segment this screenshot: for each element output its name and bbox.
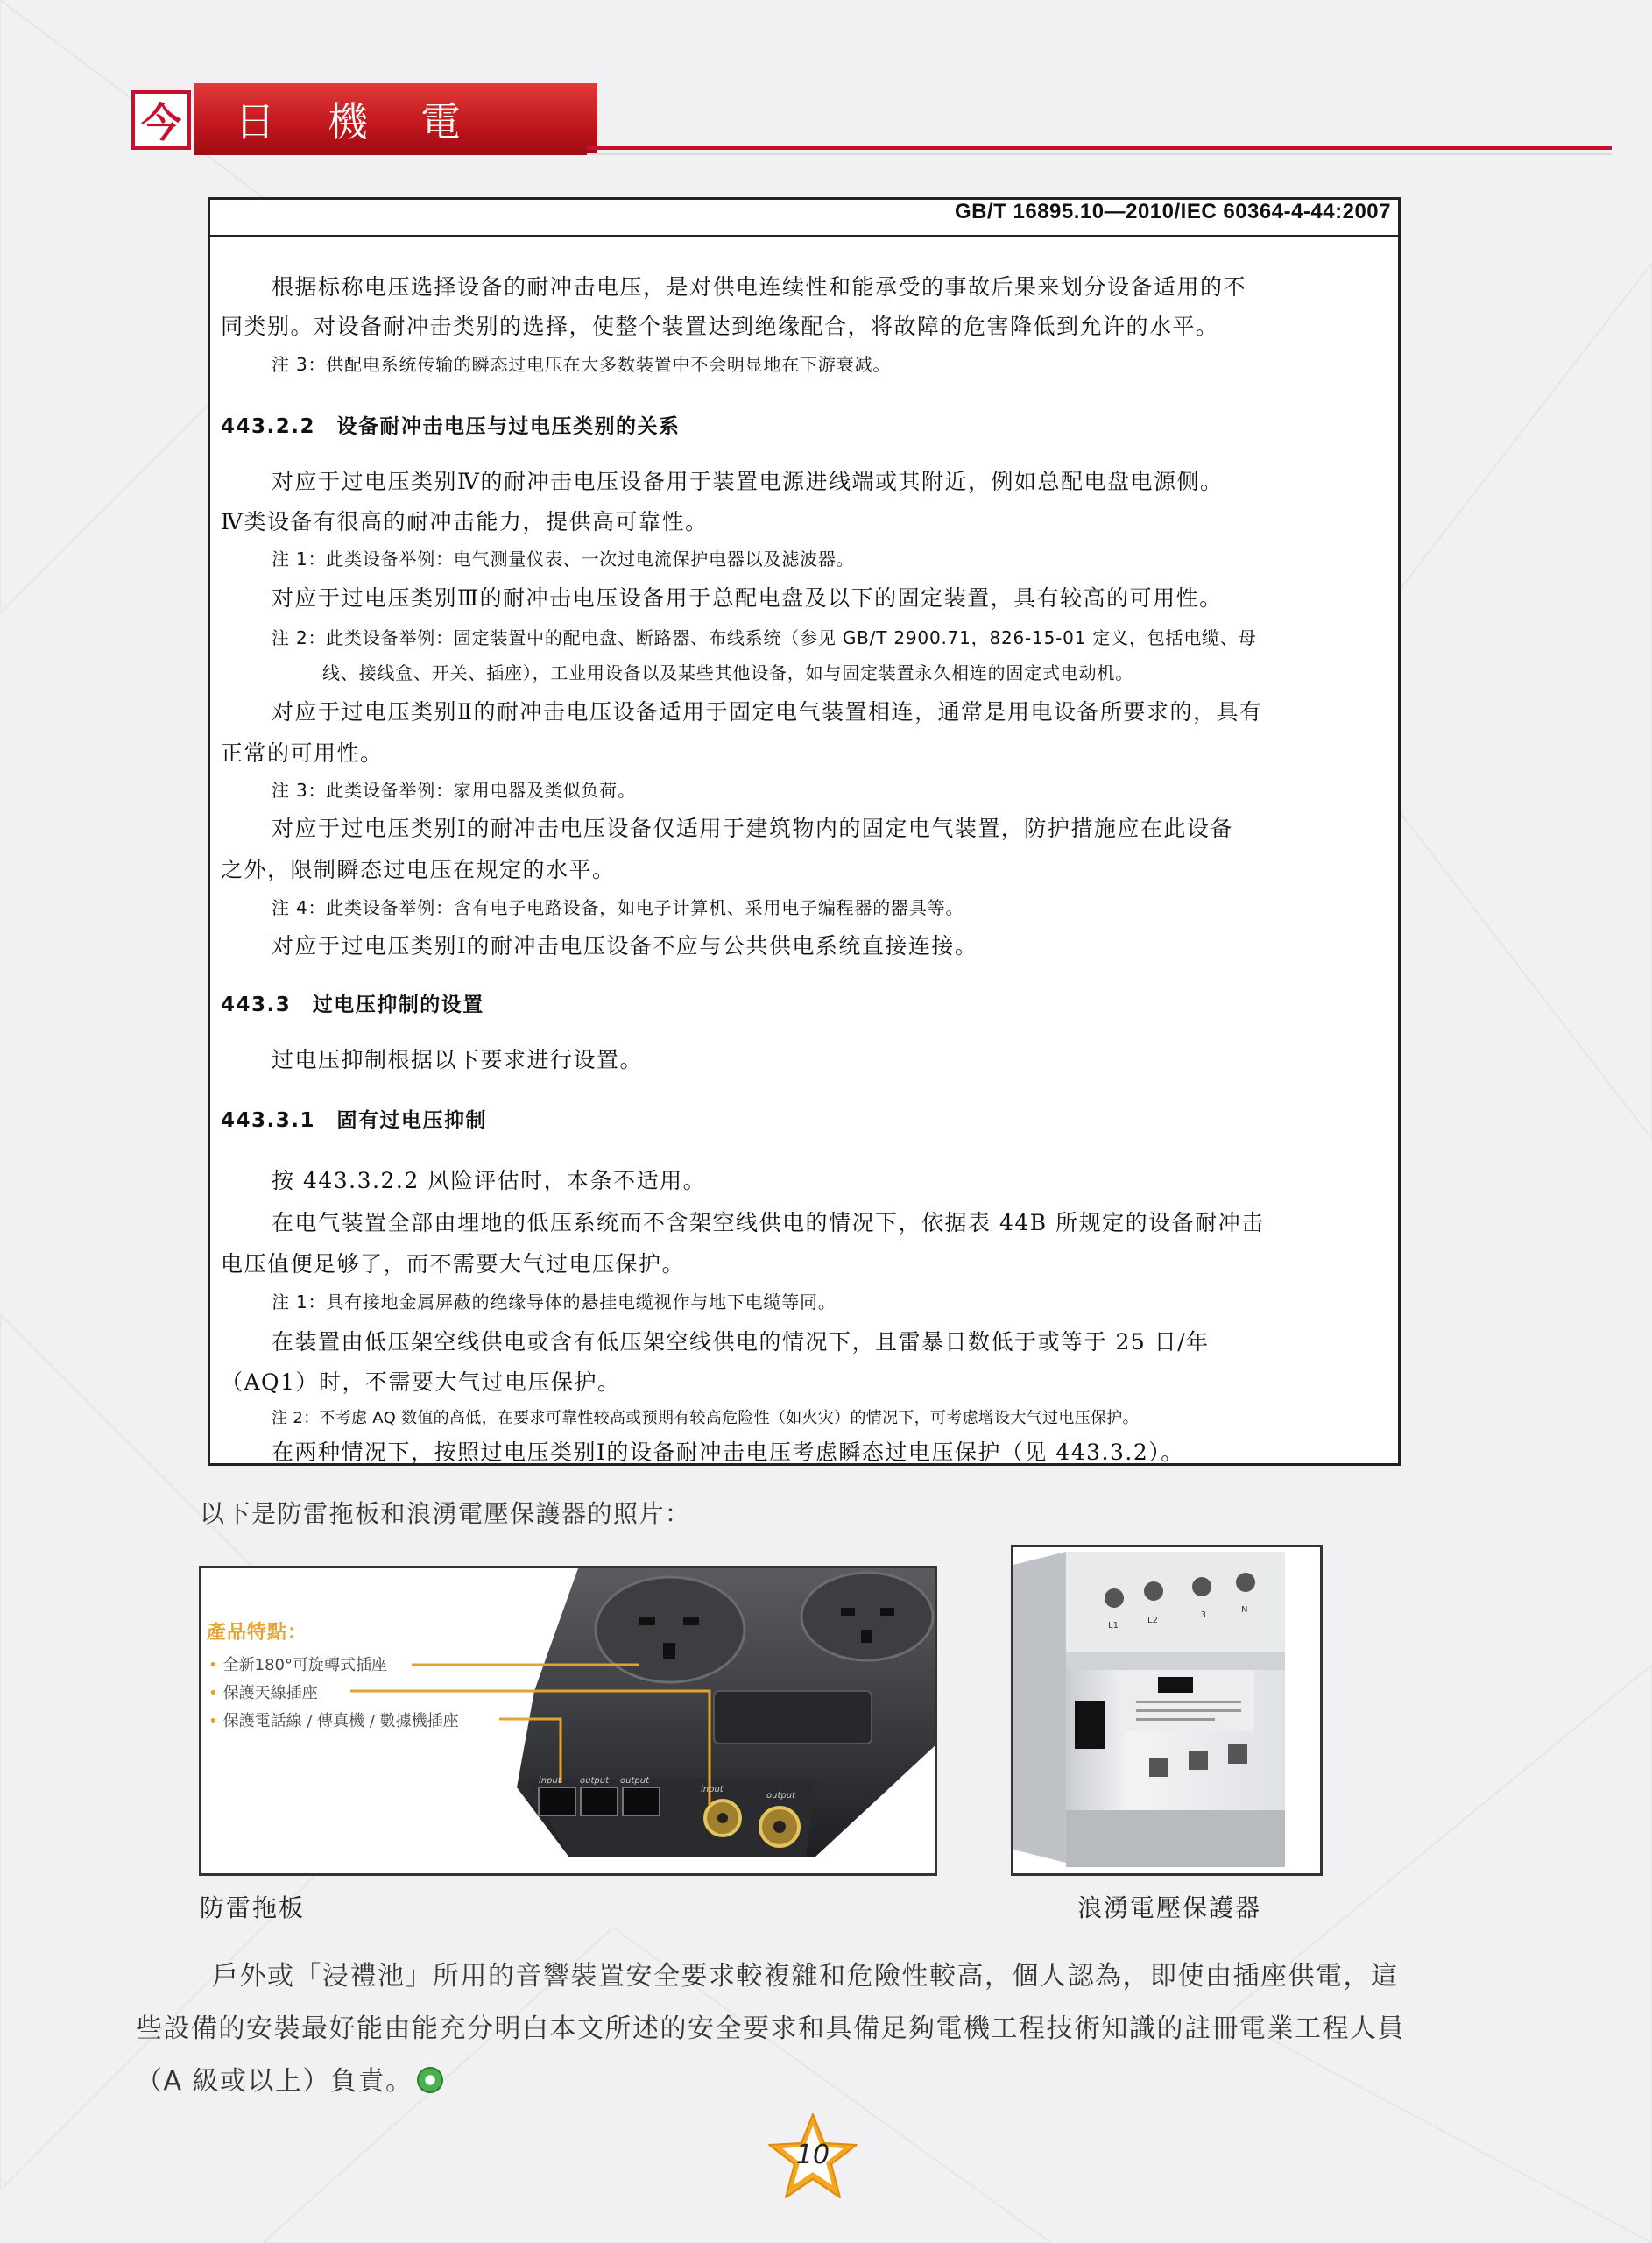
std-section-heading: 443.3.1 固有过电压抑制 xyxy=(221,1109,487,1132)
paragraph-line: （A 級或以上）負責。 xyxy=(136,2066,413,2097)
feature-label: 保護天線插座 xyxy=(222,1684,318,1702)
logo-mark: 今 xyxy=(131,90,191,150)
terminal-label: N xyxy=(1241,1605,1248,1615)
port-label: output xyxy=(580,1776,609,1786)
std-note: 注 3：供配电系统传输的瞬态过电压在大多数装置中不会明显地在下游衰减。 xyxy=(272,354,892,375)
std-note: 注 3：此类设备举例：家用电器及类似负荷。 xyxy=(272,780,636,801)
std-line: 对应于过电压类别Ⅱ的耐冲击电压设备适用于固定电气装置相连，通常是用电设备所要求的，具有 xyxy=(272,699,1263,725)
std-line: 对应于过电压类别Ⅳ的耐冲击电压设备用于装置电源进线端或其附近，例如总配电盘电源侧。 xyxy=(272,469,1224,494)
paragraph-line: 些設備的安裝最好能由能充分明白本文所述的安全要求和具備足夠電機工程技術知識的註冊電業工程人員 xyxy=(136,2013,1405,2044)
terminal-label: L1 xyxy=(1108,1621,1119,1631)
power-strip-photo xyxy=(199,1566,937,1876)
feature-label: 全新180°可旋轉式插座 xyxy=(222,1656,387,1674)
feature-item: • 全新180°可旋轉式插座 xyxy=(208,1656,387,1674)
page-number: 10 xyxy=(795,2140,830,2170)
std-note: 注 2：此类设备举例：固定装置中的配电盘、断路器、布线系统（参见 GB/T 2900.71，826-15-01 定义，包括电缆、母 xyxy=(272,627,1257,648)
terminal-label: L3 xyxy=(1196,1610,1206,1620)
port-label: output xyxy=(620,1776,649,1786)
feature-label: 保護電話線 / 傳真機 / 數據機插座 xyxy=(222,1712,459,1730)
magazine-header xyxy=(131,83,1612,162)
surge-protector-illustration xyxy=(1013,1547,1322,1875)
std-line: 正常的可用性。 xyxy=(221,740,384,766)
std-line: （AQ1）时，不需要大气过电压保护。 xyxy=(221,1369,621,1395)
std-line: 电压值便足够了，而不需要大气过电压保护。 xyxy=(221,1251,686,1277)
std-note: 注 1：此类设备举例：电气测量仪表、一次过电流保护电器以及滤波器。 xyxy=(272,548,855,570)
std-note: 注 2：不考虑 AQ 数值的高低，在要求可靠性较高或预期有较高危险性（如火灾）的情况下，可考虑增设大气过电压保护。 xyxy=(272,1409,1139,1427)
std-note: 注 1：具有接地金属屏蔽的绝缘导体的悬挂电缆视作与地下电缆等同。 xyxy=(272,1291,837,1313)
std-line: 过电压抑制根据以下要求进行设置。 xyxy=(272,1047,644,1072)
std-line: 在装置由低压架空线供电或含有低压架空线供电的情况下，且雷暴日数低于或等于 25 日/年 xyxy=(272,1329,1210,1355)
std-line: 根据标称电压选择设备的耐冲击电压，是对供电连续性和能承受的事故后果来划分设备适用的不 xyxy=(272,274,1247,300)
paragraph-end xyxy=(136,2059,1485,2098)
std-line: 在电气装置全部由埋地的低压系统而不含架空线供电的情况下，依据表 44B 所规定的设备耐冲击 xyxy=(272,1210,1265,1235)
surge-protector-caption: 浪湧電壓保護器 xyxy=(1077,1893,1262,1922)
page-number-badge xyxy=(765,2110,861,2206)
standard-reference: GB/T 16895.10—2010/IEC 60364-4-44:2007 xyxy=(955,200,1391,223)
std-note: 线、接线盒、开关、插座），工业用设备以及某些其他设备，如与固定装置永久相连的固定式电动机。 xyxy=(322,662,1133,683)
header-rule xyxy=(587,146,1612,150)
std-line: 按 443.3.2.2 风险评估时，本条不适用。 xyxy=(272,1168,707,1193)
feature-item: • 保護天線插座 xyxy=(208,1684,318,1702)
photo-intro-text: 以下是防雷拖板和浪湧電壓保護器的照片： xyxy=(200,1499,691,1528)
standard-excerpt xyxy=(208,197,1401,1466)
surge-protector-photo xyxy=(1011,1545,1323,1876)
std-note: 注 4：此类设备举例：含有电子电路设备，如电子计算机、采用电子编程器的器具等。 xyxy=(272,897,964,918)
std-line: 对应于过电压类别Ⅲ的耐冲击电压设备用于总配电盘及以下的固定装置，具有较高的可用性。 xyxy=(272,585,1223,611)
std-line: 对应于过电压类别Ⅰ的耐冲击电压设备不应与公共供电系统直接连接。 xyxy=(272,933,978,959)
port-label: output xyxy=(766,1791,795,1801)
standard-header-rule xyxy=(210,235,1398,237)
terminal-label: L2 xyxy=(1147,1616,1158,1625)
std-line: 对应于过电压类别Ⅰ的耐冲击电压设备仅适用于建筑物内的固定电气装置，防护措施应在此设备 xyxy=(272,816,1233,841)
std-line: 同类别。对设备耐冲击类别的选择，使整个装置达到绝缘配合，将故障的危害降低到允许的水平。 xyxy=(221,314,1219,339)
std-section-heading: 443.2.2 设备耐冲击电压与过电压类别的关系 xyxy=(221,415,681,438)
end-mark-icon xyxy=(417,2067,443,2093)
features-title: 產品特點： xyxy=(207,1622,308,1644)
std-line: 在两种情况下，按照过电压类别Ⅰ的设备耐冲击电压考虑瞬态过电压保护（见 443.3.2）。 xyxy=(272,1440,1184,1465)
feature-item: • 保護電話線 / 傳真機 / 數據機插座 xyxy=(208,1712,459,1730)
header-rule-shadow xyxy=(587,153,1612,155)
port-label: input xyxy=(539,1776,561,1786)
magazine-title: 日機電 xyxy=(235,98,513,145)
std-section-heading: 443.3 过电压抑制的设置 xyxy=(221,994,484,1016)
power-strip-caption: 防雷拖板 xyxy=(200,1893,306,1922)
paragraph-line: 戶外或「浸禮池」所用的音響裝置安全要求較複雜和危險性較高，個人認為，即使由插座供電，這 xyxy=(212,1961,1399,1992)
std-line: Ⅳ类设备有很高的耐冲击能力，提供高可靠性。 xyxy=(221,509,709,534)
port-label: input xyxy=(701,1785,724,1794)
std-line: 之外，限制瞬态过电压在规定的水平。 xyxy=(221,857,616,882)
